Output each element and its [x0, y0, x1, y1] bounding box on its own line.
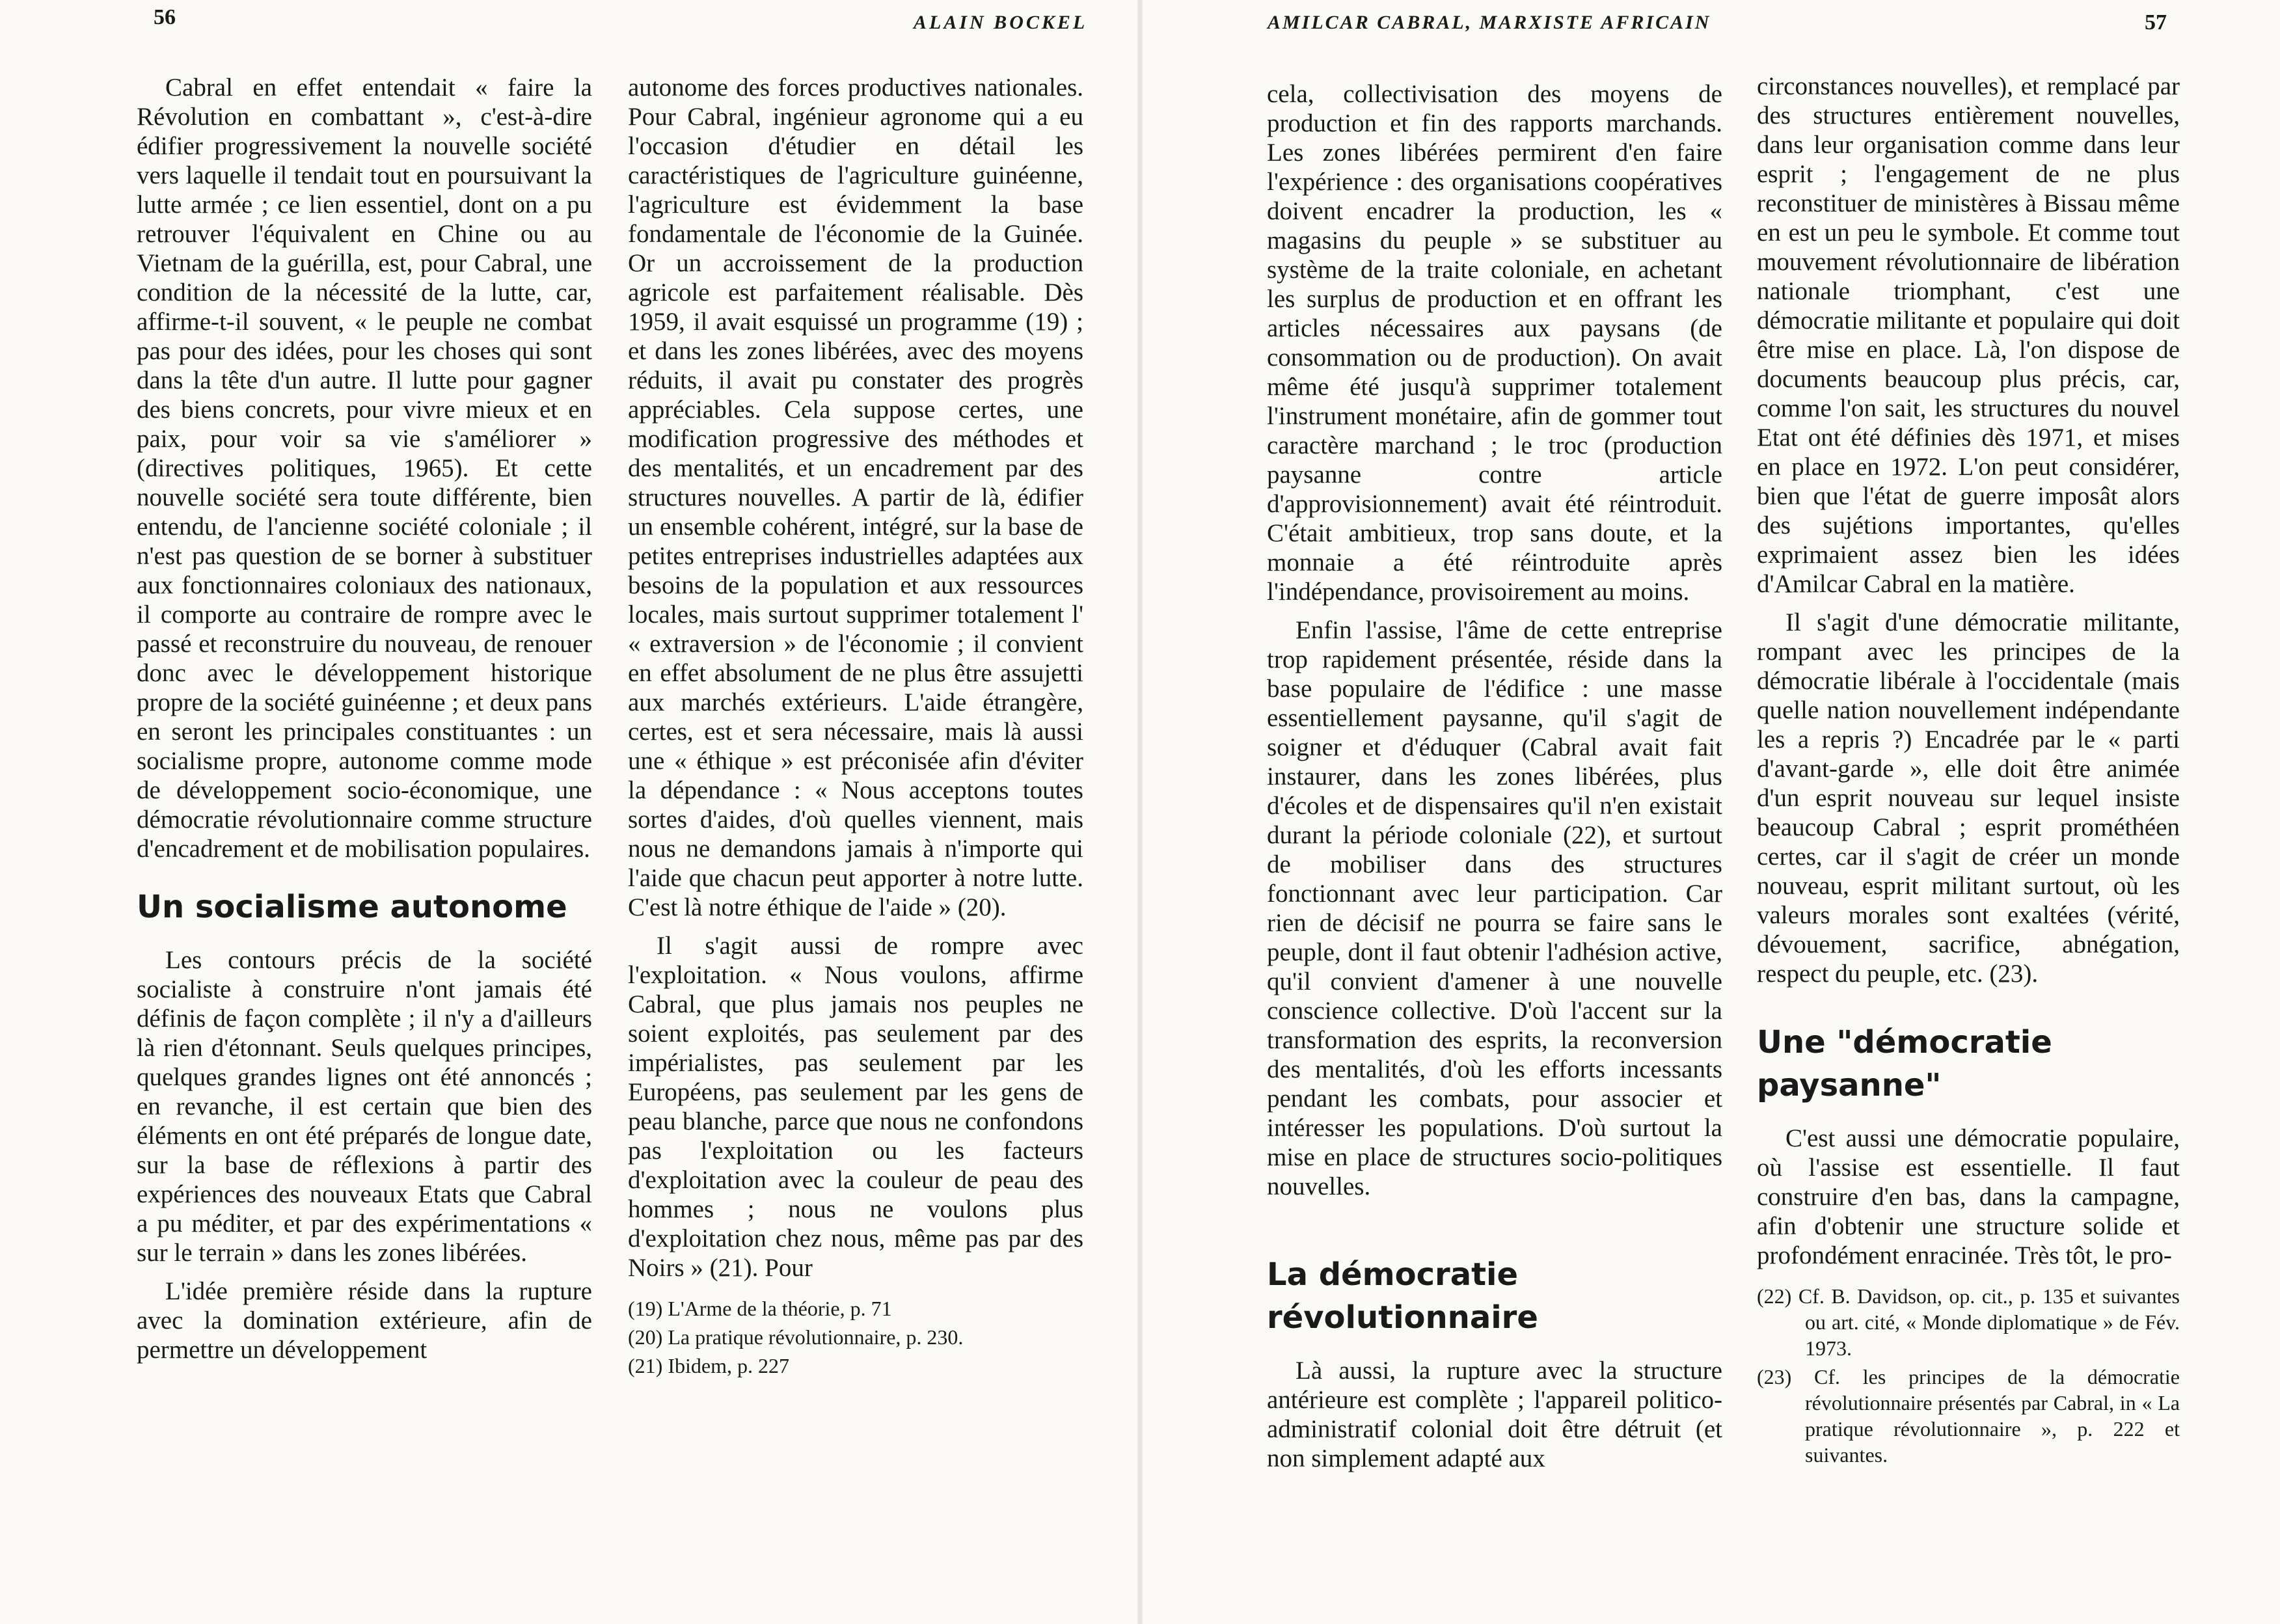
paragraph: Cabral en effet entendait « faire la Révolution en combattant », c'est-à-dire édifier progressivement la nouvelle société vers laquelle il tendait tout en poursuivant la lutte armée ; ce lien essentiel, dont on a pu retrouver l'équivalent en Chine ou au Vietnam de la guérilla, est, pour Cabral, une condition de la nécessité de la lutte, car, affirme-t-il souvent, « le peuple ne combat pas pour des idées, pour les choses qui sont dans la tête d'un autre. Il lutte pour gagner des biens concrets, pour vivre mieux et en paix, pour voir sa vie s'améliorer » (directives politiques, 1965). Et cette nouvelle société sera toute différente, bien entendu, de l'ancienne société coloniale ; il n'est pas question de se borner à substituer aux fonctionnaires coloniaux des nationaux, il comporte au contraire de rompre avec le passé et reconstruire du nouveau, de renouer donc avec le développement historique propre de la société guinéenne ; et deux pans en seront les principales constituantes : un socialisme propre, autonome comme mode de développement socio-économique, une démocratie révolutionnaire comme structure d'encadrement et de mobilisation populaires. — [137, 74, 592, 863]
footnote: (21) Ibidem, p. 227 — [628, 1354, 789, 1377]
paragraph: C'est aussi une démocratie populaire, où l'assise est essentielle. Il faut construire d'en bas, dans la campagne, afin d'obtenir une structure solide et profondément enracinée. Très tôt, le pro- — [1757, 1124, 2180, 1269]
paragraph: cela, collectivisation des moyens de production et fin des rapports marchands. Les zones libérées permirent d'en faire l'expérience : des organisations coopératives doivent encadrer la production, les « magasins du peuple » se substituer au système de la traite coloniale, en achetant les surplus de production et en offrant les articles nécessaires aux paysans (de consommation ou de production). On avait même été jusqu'à supprimer totalement l'instrument monétaire, afin de gommer tout caractère marchand ; le troc (production paysanne contre article d'approvisionnement) avait été réintroduit. C'était ambitieux, trop sans doute, et la monnaie a été réintroduite après l'indépendance, provisoirement au moins. — [1267, 80, 1722, 606]
section-heading: La démocratie révolutionnaire — [1267, 1256, 1538, 1336]
footnote: (19) L'Arme de la théorie, p. 71 — [628, 1297, 892, 1320]
section-heading: Une "démocratie paysanne" — [1757, 1024, 2052, 1103]
paragraph: Il s'agit aussi de rompre avec l'exploitation. « Nous voulons, affirme Cabral, que plus jamais nos peuples ne soient exploités, pas seulement par des impérialistes, pas seulement par les Européens, pas seulement par les gens de peau blanche, parce que nous ne confondons pas l'exploitation ou les facteurs d'exploitation avec la couleur de peau des hommes ; nous ne voulons plus d'exploitation chez nous, même pas par des Noirs » (21). Pour — [628, 932, 1083, 1282]
footnotes — [1757, 1283, 2180, 1468]
footnotes — [628, 1295, 1083, 1379]
section-heading: Un socialisme autonome — [137, 889, 567, 925]
right-column-2 — [1757, 72, 2180, 1470]
paragraph: Enfin l'assise, l'âme de cette entreprise trop rapidement présentée, réside dans la base populaire de l'édifice : une masse essentiellement paysanne, qu'il s'agit de soigner et d'éduquer (Cabral avait fait instaurer, dans les zones libérées, plus d'écoles et de dispensaires qu'il n'en existait durant la période coloniale (22), et surtout de mobiliser dans des structures fonctionnant avec leur participation. Car rien de décisif ne pourra se faire sans le peuple, dont il faut obtenir l'adhésion active, qu'il convient d'amener à une nouvelle conscience collective. D'où l'accent sur la transformation des esprits, la reconversion des mentalités, d'où les efforts incessants pendant les combats, pour associer et intéresser les populations. D'où surtout la mise en place de structures socio-politiques nouvelles. — [1267, 616, 1722, 1200]
paragraph: autonome des forces productives nationales. Pour Cabral, ingénieur agronome qui a eu l'occasion d'étudier en détail les caractéristiques de l'agriculture guinéenne, l'agriculture est évidemment la base fondamentale de l'économie de la Guinée. Or un accroissement de la production agricole est parfaitement réalisable. Dès 1959, il avait esquissé un programme (19) ; et dans les zones libérées, avec des moyens réduits, il avait pu constater des progrès appréciables. Cela suppose certes, une modification progressive des méthodes et des mentalités, et un encadrement par des structures nouvelles. A partir de là, édifier un ensemble cohérent, intégré, sur la base de petites entreprises industrielles adaptées aux besoins de la population et aux ressources locales, mais surtout supprimer totalement l' « extraversion » de l'économie ; il convient en effet absolument de ne plus être assujetti aux marchés extérieurs. L'aide étrangère, certes, est et sera nécessaire, mais là aussi une « éthique » est préconisée afin d'éviter la dépendance : « Nous acceptons toutes sortes d'aides, d'où quelles viennent, mais nous ne demandons jamais à n'importe qui l'aide que chacun peut apporter à notre lutte. C'est là notre éthique de l'aide » (20). — [628, 74, 1083, 921]
left-column-2 — [628, 73, 1083, 1381]
left-column-1 — [137, 73, 592, 1374]
paragraph: Là aussi, la rupture avec la structure antérieure est complète ; l'appareil politico-administratif colonial doit être détruit (et non simplement adapté aux — [1267, 1357, 1722, 1472]
running-head: AMILCAR CABRAL, MARXISTE AFRICAIN — [1268, 12, 1711, 33]
right-column-1 — [1267, 79, 1722, 1482]
paragraph: Il s'agit d'une démocratie militante, rompant avec les principes de la démocratie libérale à l'occidentale (mais quelle nation nouvellement indépendante les a repris ?) Encadrée par le « parti d'avant-garde », elle doit être animée d'un esprit nouveau sur lequel insiste beaucoup Cabral ; esprit prométhéen certes, car il s'agit de créer un monde nouveau, esprit militant surtout, où les valeurs morales sont exaltées (vérité, dévouement, sacrifice, abnégation, respect du peuple, etc. (23). — [1757, 608, 2180, 988]
running-head: ALAIN BOCKEL — [914, 12, 1088, 33]
footnote: (23) Cf. les principes de la démocratie révolutionnaire présentés par Cabral, in « La pratique révolutionnaire », p. 222 et suivantes. — [1757, 1365, 2180, 1467]
paragraph: circonstances nouvelles), et remplacé par des structures entièrement nouvelles, dans leur organisation comme dans leur esprit ; l'engagement de ne plus reconstituer de ministères à Bissau même en est un peu le symbole. Et comme tout mouvement révolutionnaire de libération nationale triomphant, c'est une démocratie militante et populaire qui doit être mise en place. Là, l'on dispose de documents beaucoup plus précis, car, comme l'on sait, les structures du nouvel Etat ont été définies dès 1971, et mises en place en 1972. L'on peut considérer, bien que l'état de guerre imposât alors des sujétions importantes, qu'elles exprimaient assez bien les idées d'Amilcar Cabral en la matière. — [1757, 72, 2180, 598]
page-number: 57 — [2145, 10, 2167, 34]
footnote: (22) Cf. B. Davidson, op. cit., p. 135 et suivantes ou art. cité, « Monde diplomatique » de Fév. 1973. — [1757, 1284, 2180, 1360]
footnote: (20) La pratique révolutionnaire, p. 230. — [628, 1325, 964, 1349]
paragraph: L'idée première réside dans la rupture avec la domination extérieure, afin de permettre un développement — [137, 1277, 592, 1364]
page-number: 56 — [154, 5, 176, 29]
right-page — [1140, 0, 2280, 1624]
paragraph: Les contours précis de la société socialiste à construire n'ont jamais été définis de façon complète ; il n'y a d'ailleurs là rien d'étonnant. Seuls quelques principes, quelques grandes lignes ont été annoncés ; en revanche, il est certain que bien des éléments en ont été préparés de longue date, sur la base de réflexions à partir des expériences des nouveaux Etats que Cabral a pu méditer, et par des expérimentations « sur le terrain » dans les zones libérées. — [137, 946, 592, 1267]
